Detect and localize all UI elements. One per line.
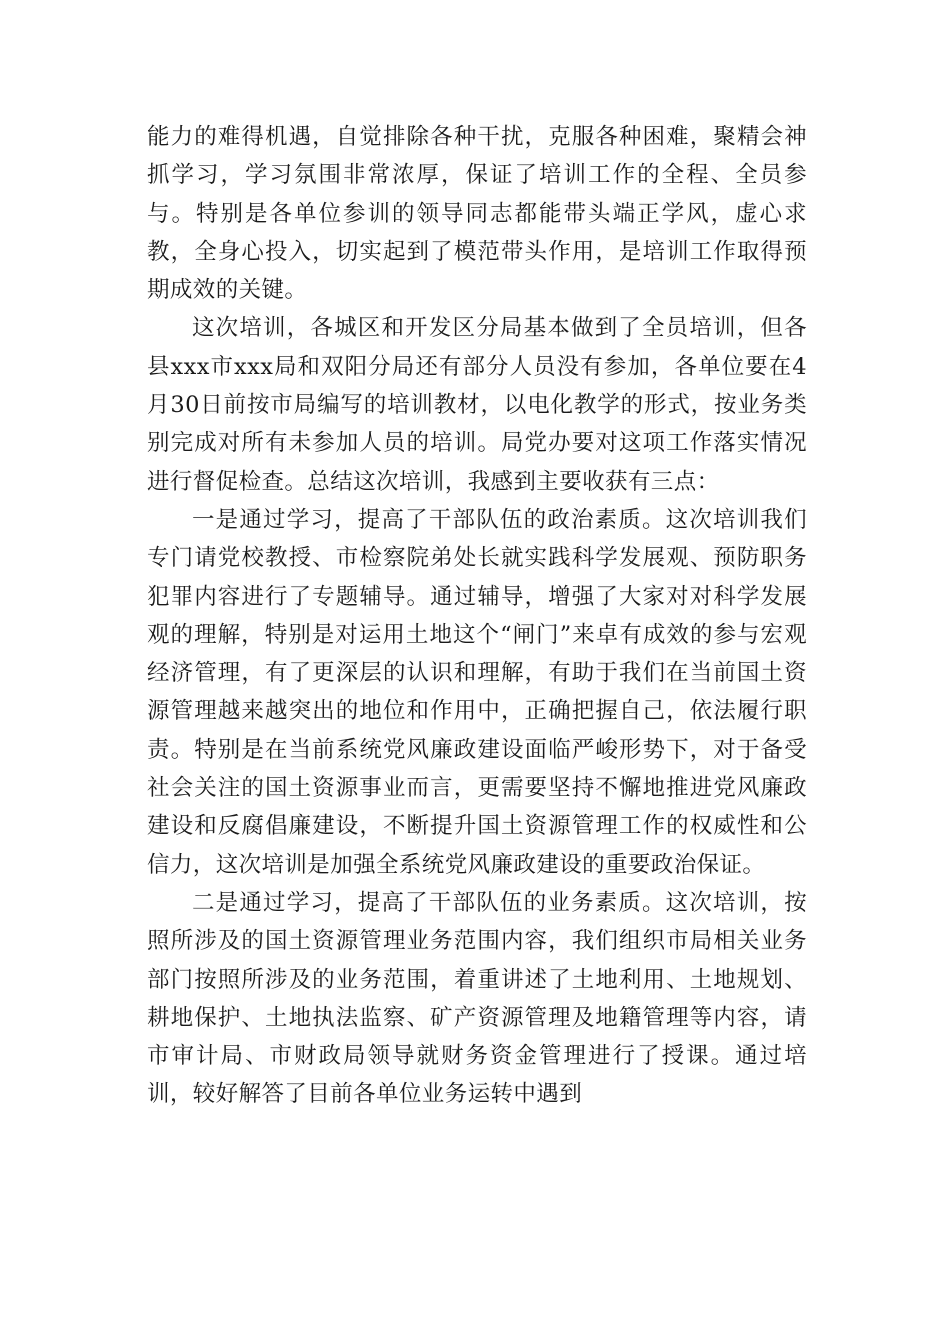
document-body	[147, 118, 807, 1114]
paragraph-3: 一是通过学习，提高了干部队伍的政治素质。这次培训我们专门请党校教授、市检察院弟处长就实践科学发展观、预防职务犯罪内容进行了专题辅导。通过辅导，增强了大家对对科学发展观的理解，特别是对运用土地这个“闸门”来卓有成效的参与宏观经济管理，有了更深层的认识和理解，有助于我们在当前国土资源管理越来越突出的地位和作用中，正确把握自己，依法履行职责。特别是在当前系统党风廉政建设面临严峻形势下，对于备受社会关注的国土资源事业而言，更需要坚持不懈地推进党风廉政建设和反腐倡廉建设，不断提升国土资源管理工作的权威性和公信力，这次培训是加强全系统党风廉政建设的重要政治保证。	[147, 506, 807, 878]
paragraph-1: 能力的难得机遇，自觉排除各种干扰，克服各种困难，聚精会神抓学习，学习氛围非常浓厚，保证了培训工作的全程、全员参与。特别是各单位参训的领导同志都能带头端正学风，虚心求教，全身心投入，切实起到了模范带头作用，是培训工作取得预期成效的关键。	[147, 124, 807, 304]
paragraph-4: 二是通过学习，提高了干部队伍的业务素质。这次培训，按照所涉及的国土资源管理业务范围内容，我们组织市局相关业务部门按照所涉及的业务范围，着重讲述了土地利用、土地规划、耕地保护、土地执法监察、矿产资源管理及地籍管理等内容，请市审计局、市财政局领导就财务资金管理进行了授课。通过培训，较好解答了目前各单位业务运转中遇到	[147, 889, 807, 1108]
paragraph-2: 这次培训，各城区和开发区分局基本做到了全员培训，但各县xxx市xxx局和双阳分局还有部分人员没有参加，各单位要在4月30日前按市局编写的培训教材，以电化教学的形式，按业务类别完成对所有未参加人员的培训。局党办要对这项工作落实情况进行督促检查。总结这次培训，我感到主要收获有三点：	[147, 315, 807, 495]
